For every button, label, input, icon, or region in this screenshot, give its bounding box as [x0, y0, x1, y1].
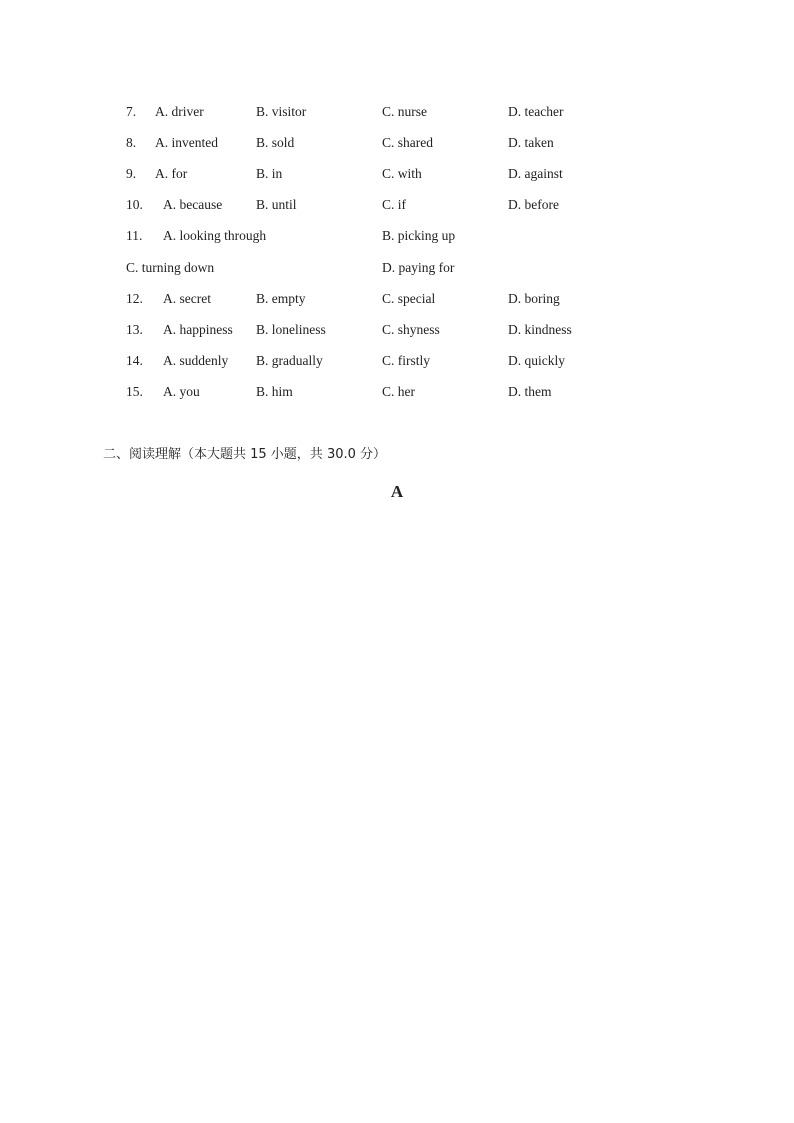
question-row: [0, 351, 794, 371]
option-a: A. driver: [155, 104, 204, 119]
option-b: B. loneliness: [256, 322, 326, 337]
option-d: D. them: [508, 384, 552, 399]
option-d: D. before: [508, 197, 559, 212]
question-row: [0, 133, 794, 153]
option-a: A. you: [163, 384, 200, 399]
option-d: D. against: [508, 166, 563, 181]
option-d: D. taken: [508, 135, 554, 150]
question-number: 11.: [126, 228, 143, 243]
question-row: [0, 195, 794, 215]
question-row: [0, 102, 794, 122]
question-number: 15.: [126, 384, 143, 399]
question-number: 12.: [126, 291, 143, 306]
option-b: B. visitor: [256, 104, 307, 119]
option-d: D. boring: [508, 291, 560, 306]
option-c: C. with: [382, 166, 422, 181]
option-a: A. secret: [163, 291, 211, 306]
question-number: 8.: [126, 135, 137, 150]
option-b: B. until: [256, 197, 297, 212]
option-c: C. if: [382, 197, 407, 212]
question-row-continued: [0, 258, 794, 278]
option-d: D. kindness: [508, 322, 572, 337]
option-c: C. shared: [382, 135, 433, 150]
option-c: C. turning down: [126, 260, 215, 275]
option-d: D. paying for: [382, 260, 455, 275]
question-row: [0, 320, 794, 340]
option-a: A. happiness: [163, 322, 233, 337]
option-b: B. sold: [256, 135, 295, 150]
passage-label: A: [390, 482, 404, 501]
option-b: B. gradually: [256, 353, 323, 368]
option-c: C. shyness: [382, 322, 440, 337]
question-number: 13.: [126, 322, 143, 337]
option-a: A. suddenly: [163, 353, 229, 368]
option-a: A. invented: [155, 135, 218, 150]
option-a: A. looking through: [163, 228, 267, 243]
option-c: C. nurse: [382, 104, 427, 119]
option-b: B. in: [256, 166, 283, 181]
question-row: [0, 226, 794, 246]
option-a: A. because: [163, 197, 223, 212]
option-c: C. her: [382, 384, 415, 399]
question-row: [0, 289, 794, 309]
option-b: B. picking up: [382, 228, 456, 243]
question-number: 10.: [126, 197, 143, 212]
question-number: 9.: [126, 166, 137, 181]
option-a: A. for: [155, 166, 188, 181]
question-number: 7.: [126, 104, 137, 119]
option-b: B. empty: [256, 291, 306, 306]
section-heading: 二、阅读理解（本大题共 15 小题，共 30.0 分）: [103, 447, 387, 462]
option-c: C. special: [382, 291, 436, 306]
option-d: D. teacher: [508, 104, 564, 119]
option-c: C. firstly: [382, 353, 431, 368]
question-number: 14.: [126, 353, 143, 368]
question-row: [0, 382, 794, 402]
question-row: [0, 164, 794, 184]
option-b: B. him: [256, 384, 293, 399]
option-d: D. quickly: [508, 353, 565, 368]
